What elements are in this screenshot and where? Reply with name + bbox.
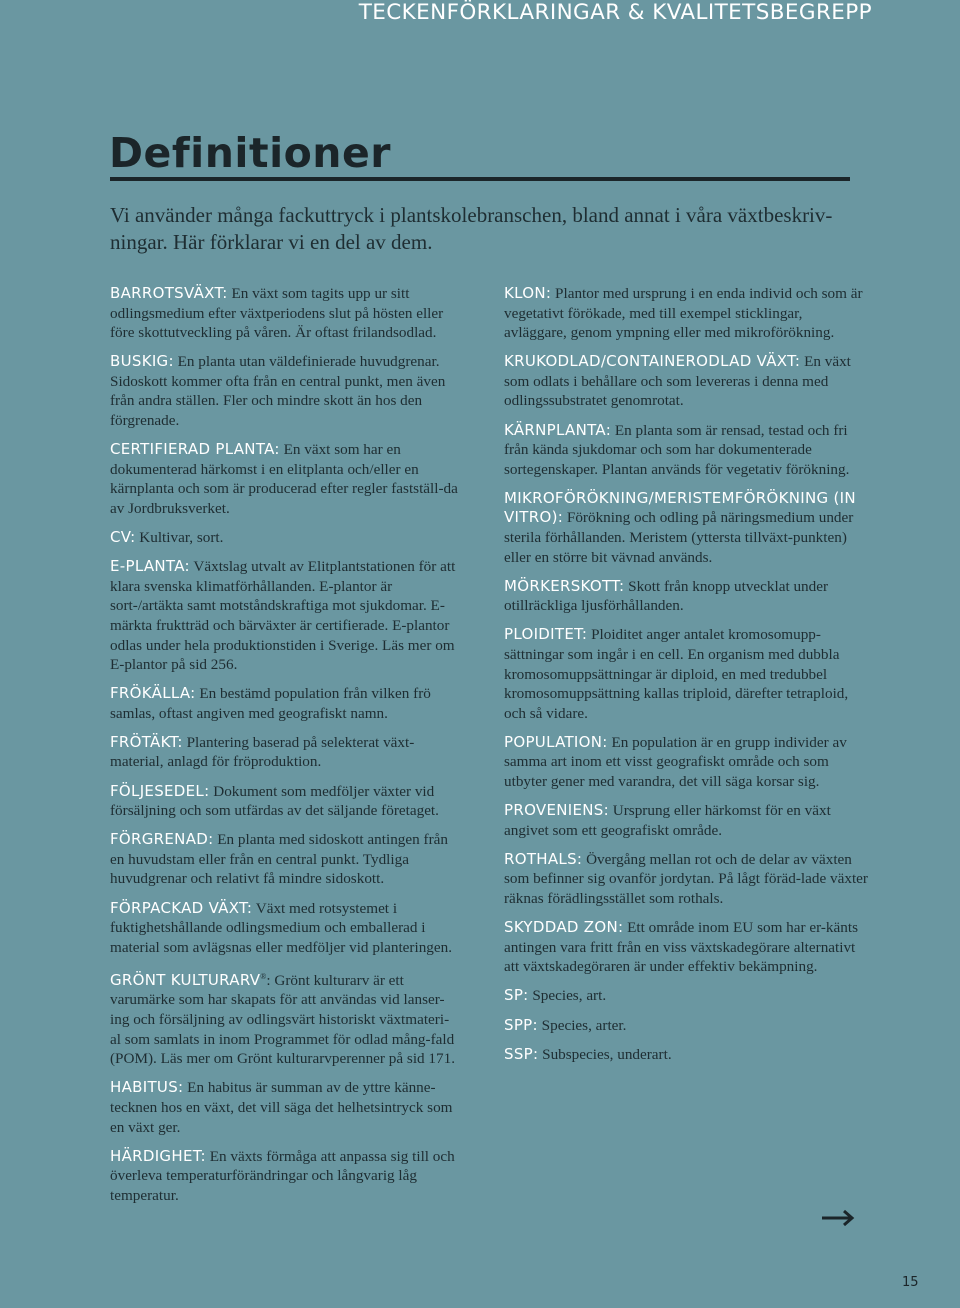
definition-term: HABITUS: xyxy=(110,1078,184,1097)
definitions-right-column xyxy=(504,284,869,1074)
definition-text: Subspecies, underart. xyxy=(538,1045,672,1063)
page-title: Definitioner xyxy=(109,129,392,177)
definition-text: Växtslag utvalt av Elitplantstationen för att klara svenska klimatförhållanden. E-plantor är sort-/artäkta samt motståndskraftiga mot sjukdomar. E-märkta fruktträd och bärväxter är certifierade. E-plantor odlas under hela produktionstiden i Sverige. Läs mer om E-plantor på sid 256. xyxy=(110,558,456,674)
definition-entry xyxy=(110,557,460,675)
definition-entry xyxy=(504,733,869,792)
definition-text: Ett område inom EU som har er-känts antingen vara fritt från en viss växtskadegörare alternativt att växtskadegöraren är under effektiv bekämpning. xyxy=(504,919,858,976)
definition-text: En habitus är summan av de yttre känne-tecknen hos en växt, det vill säga det helhetsintryck som en växt ger. xyxy=(110,1079,453,1136)
definition-term: SPP: xyxy=(504,1015,538,1034)
definition-term: FRÖTÄKT: xyxy=(110,732,183,751)
definition-text: En population är en grupp individer av samma art inom ett visst geografiskt område och som utbyter gener med varandra, det vill säga korsar sig. xyxy=(504,733,847,791)
definition-entry xyxy=(110,440,460,518)
definition-text: Skott från knopp utvecklat under otillräckliga ljusförhållanden. xyxy=(504,577,829,615)
definition-entry xyxy=(110,284,460,343)
definition-term: SKYDDAD ZON: xyxy=(504,918,624,937)
definition-term: MIKROFÖRÖKNING/MERISTEMFÖRÖKNING (IN VITRO): xyxy=(504,488,856,527)
definition-term: SSP: xyxy=(504,1044,539,1063)
definition-entry xyxy=(110,899,460,958)
definition-term: SP: xyxy=(504,986,529,1005)
definition-term: PROVENIENS: xyxy=(504,801,609,820)
definition-entry xyxy=(110,1078,460,1137)
definition-entry xyxy=(504,421,869,480)
definition-text: : Grönt kulturarv är ett varumärke som har skapats för att användas vid lanser-ing och försäljning av odlingsvärt historiskt växtmateri-al som samlats in inom Programmet för odlad mång-fald (POM). Läs mer om Grönt kulturarvperenner på sid 171. xyxy=(110,971,456,1068)
definition-text: Plantor med ursprung i en enda individ och som är vegetativt förökade, med till exempel sticklingar, avläggare, genom ympning eller med mikroförökning. xyxy=(504,285,863,342)
definition-text: En växts förmåga att anpassa sig till och överleva temperaturförändringar och långvarig låg temperatur. xyxy=(110,1147,455,1204)
definition-term: KLON: xyxy=(504,284,552,302)
definition-text: Species, art. xyxy=(528,987,607,1005)
section-header: TECKENFÖRKLARINGAR & KVALITETSBEGREPP xyxy=(358,0,872,25)
definition-entry xyxy=(110,830,460,889)
definition-text: En planta utan väldefinierade huvudgrenar. Sidoskott kommer ofta från en central punkt, men även från andra ställen. Fler och mindre skott än hos den förgrenade. xyxy=(110,353,446,430)
definition-text: En växt som odlats i behållare och som levereras i denna med odlingssubstratet genomrotat. xyxy=(504,353,851,410)
definition-term: KÄRNPLANTA: xyxy=(504,420,612,439)
definition-term: ROTHALS: xyxy=(504,849,583,868)
definition-term: FÖRPACKAD VÄXT: xyxy=(110,898,253,917)
definition-text: En växt som tagits upp ur sitt odlingsmedium efter växtperiodens slut på hösten eller före skottutveckling på våren. Är oftast frilandsodlad. xyxy=(110,285,444,342)
definition-entry xyxy=(504,489,869,567)
definition-entry xyxy=(504,986,869,1006)
definition-entry xyxy=(504,577,869,616)
definition-entry xyxy=(504,625,869,723)
definition-term: BARROTSVÄXT: xyxy=(110,284,228,302)
definition-term: HÄRDIGHET: xyxy=(110,1146,206,1165)
definition-entry xyxy=(110,1147,460,1206)
definition-term: BUSKIG: xyxy=(110,352,174,371)
definition-text: En bestämd population från vilken frö samlas, oftast angiven med geografiskt namn. xyxy=(110,685,431,722)
definition-text: Species, arter. xyxy=(537,1016,627,1034)
definition-text: Kultivar, sort. xyxy=(135,529,224,547)
definition-entry xyxy=(504,801,869,840)
definition-term: FÖRGRENAD: xyxy=(110,830,214,849)
definition-term: POPULATION: xyxy=(504,732,608,751)
definition-text: En planta med sidoskott antingen från en huvudstam eller från en central punkt. Tydliga huvudgrenar och relativt få mindre sidoskott. xyxy=(110,831,448,888)
definition-text: Ploiditet anger antalet kromosomupp-sättningar som ingår i en cell. En organism med dubbla kromosomuppsättningar är diploid, en med tredubbel kromosomuppsättning kallas triploid, därefter tetraploid, och så vidare. xyxy=(504,626,849,722)
title-underline xyxy=(110,177,850,181)
definition-term: E-PLANTA: xyxy=(110,557,190,576)
definition-text: Förökning och odling på näringsmedium under sterila förhållanden. Meristem (yttersta tillväxt-punkten) eller en större bit vävnad används. xyxy=(504,509,854,566)
definition-text: En planta som är rensad, testad och fri från kända sjukdomar och som har dokumenterade sortegenskaper. Plantan används för vegetativ förökning. xyxy=(504,421,850,478)
definition-text: Växt med rotsystemet i fuktighetshållande odlingsmedium och emballerad i material som avlägsnas eller medföljer vid planteringen. xyxy=(110,899,453,956)
definition-entry xyxy=(504,352,869,411)
definition-term: CV: xyxy=(110,528,136,547)
definitions-left-column xyxy=(110,284,460,1215)
definition-text: Övergång mellan rot och de delar av växten som befinner sig ovanför jordytan. På lågt föräd-lade växter räknas förädlingsstället som rothals. xyxy=(504,850,868,908)
definition-term: FRÖKÄLLA: xyxy=(110,684,196,703)
definition-entry xyxy=(110,352,460,430)
definition-entry xyxy=(110,528,460,548)
definition-text: Dokument som medföljer växter vid försäljning och som utfärdas av det säljande företaget. xyxy=(110,782,439,820)
definition-term: GRÖNT KULTURARV xyxy=(110,970,261,989)
definition-entry xyxy=(504,284,869,343)
arrow-right-icon[interactable] xyxy=(821,1208,855,1228)
intro-text: Vi använder många fackuttryck i plantskolebranschen, bland annat i våra växtbeskriv-ningar. Här förklarar vi en del av dem. xyxy=(110,203,833,254)
registered-mark: ® xyxy=(260,971,267,981)
definition-term: CERTIFIERAD PLANTA: xyxy=(110,440,280,459)
definition-text: Plantering baserad på selekterat växt-material, anlagd för fröproduktion. xyxy=(110,733,415,771)
definition-text: Ursprung eller härkomst för en växt angivet som ett geografiskt område. xyxy=(504,802,831,839)
definition-entry xyxy=(504,1016,869,1036)
definition-entry xyxy=(110,684,460,723)
definition-text: En växt som har en dokumenterad härkomst i en elitplanta och/eller en kärnplanta och som är producerad efter regler fastställ-da av Jordbruksverket. xyxy=(110,441,458,517)
definition-term: MÖRKERSKOTT: xyxy=(504,576,625,595)
definition-term: PLOIDITET: xyxy=(504,625,588,644)
definition-term: KRUKODLAD/CONTAINERODLAD VÄXT: xyxy=(504,352,801,371)
definition-entry xyxy=(504,850,869,909)
page-number: 15 xyxy=(902,1275,919,1290)
definition-entry xyxy=(504,1045,869,1065)
definition-entry xyxy=(110,967,460,1069)
definition-entry xyxy=(504,918,869,977)
definition-entry xyxy=(110,782,460,821)
definition-entry xyxy=(110,733,460,772)
definition-term: FÖLJESEDEL: xyxy=(110,781,210,800)
